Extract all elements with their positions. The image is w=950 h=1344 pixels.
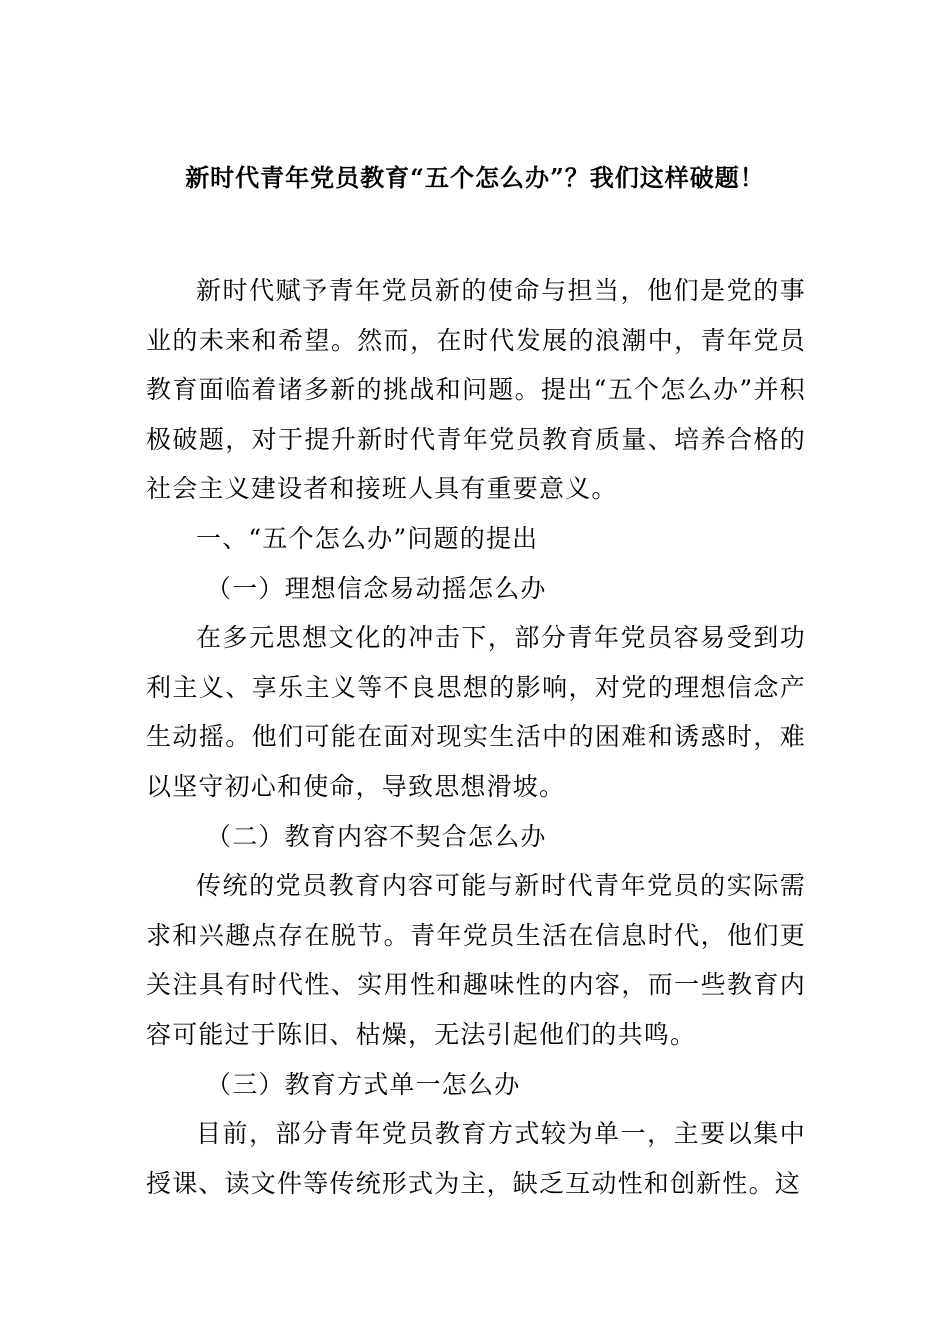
document-title: 新时代青年党员教育“五个怎么办”？我们这样破题！ xyxy=(185,163,765,192)
subsection-heading-3: （三）教育方式单一怎么办 xyxy=(206,1069,521,1099)
intro-paragraph: 新时代赋予青年党员新的使命与担当，他们是党的事业的未来和希望。然而，在时代发展的浪潮中，青年党员教育面临着诸多新的挑战和问题。提出“五个怎么办”并积极破题，对于提升新时代青年党员教育质量、培养合格的社会主义建设者和接班人具有重要意义。 xyxy=(146,276,806,504)
body-paragraph-3: 目前，部分青年党员教育方式较为单一，主要以集中授课、读文件等传统形式为主，缺乏互动性和创新性。这 xyxy=(146,1119,806,1198)
document-body xyxy=(146,266,806,1208)
subsection-heading-2: （二）教育内容不契合怎么办 xyxy=(206,821,547,851)
body-paragraph-1: 在多元思想文化的冲击下，部分青年党员容易受到功利主义、享乐主义等不良思想的影响，对党的理想信念产生动摇。他们可能在面对现实生活中的困难和诱惑时，难以坚守初心和使命，导致思想滑坡。 xyxy=(146,623,806,801)
section-heading-1: 一、“五个怎么办”问题的提出 xyxy=(196,523,539,553)
body-paragraph-2: 传统的党员教育内容可能与新时代青年党员的实际需求和兴趣点存在脱节。青年党员生活在信息时代，他们更关注具有时代性、实用性和趣味性的内容，而一些教育内容可能过于陈旧、枯燥，无法引起他们的共鸣。 xyxy=(146,871,806,1049)
subsection-heading-1: （一）理想信念易动摇怎么办 xyxy=(206,573,547,603)
